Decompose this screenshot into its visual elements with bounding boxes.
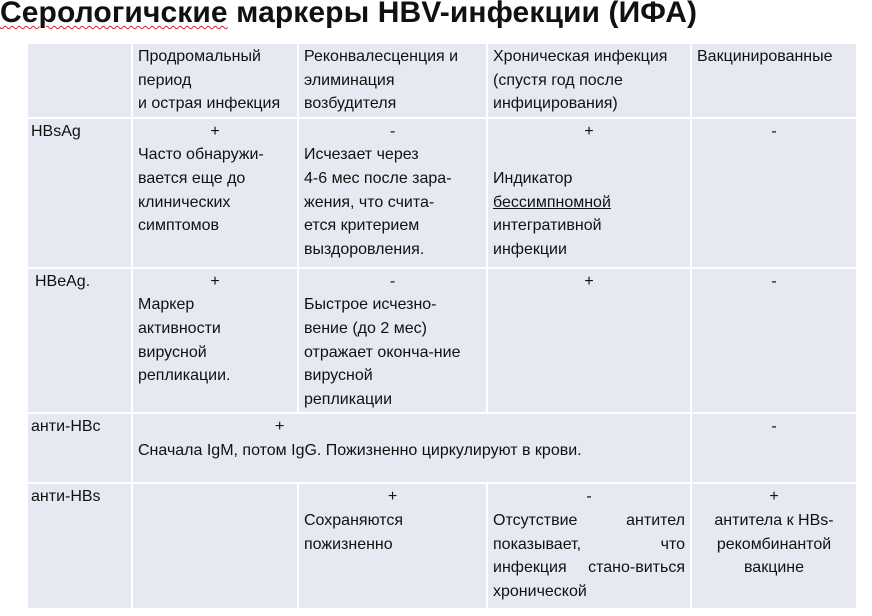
cell-text-line: Сначала IgM, потом IgG. Пожизненно циркулируют в крови.: [138, 441, 582, 459]
sign: -: [771, 122, 777, 140]
table-row-hbsag: [27, 118, 857, 268]
header-text-line: период: [138, 71, 192, 89]
header-text-line: (спустя год после: [493, 71, 623, 89]
header-text-line: Реконвалесценция и: [304, 48, 459, 65]
cell-text-line: вирусной: [138, 343, 207, 361]
sign: +: [210, 272, 220, 290]
cell-text-line: Быстрое исчезно-: [304, 296, 437, 314]
row-label-antihbs: анти-HBs: [27, 483, 132, 609]
cell-text-line: вение (до 2 мес): [304, 319, 427, 337]
cell-antihbs-chronic: [487, 483, 691, 609]
sign: -: [389, 122, 396, 140]
sign: -: [771, 418, 777, 436]
cell-text-paragraph: антитела к HBs-рекомбинантой вакцине: [714, 511, 834, 577]
cell-text-line: симптомов: [138, 217, 220, 235]
cell-text-paragraph: Отсутствие антител показывает, что инфекция стано-виться хронической: [493, 511, 685, 600]
cell-antihbs-vaccinated: [691, 483, 857, 609]
cell-text-line: Сохраняются: [304, 511, 404, 529]
sign: +: [275, 418, 285, 436]
header-empty-cell: [27, 43, 132, 118]
sign: -: [771, 272, 777, 290]
cell-hbsag-reconvalescence: [298, 118, 487, 268]
cell-antihbs-reconvalescence: [298, 483, 487, 609]
header-text-line: Вакцинированные: [697, 48, 833, 65]
sign: -: [389, 272, 396, 290]
sign: +: [769, 488, 779, 506]
cell-text-line: жения, что счита-: [304, 193, 435, 211]
cell-text-line-underlined: бессимпномной: [493, 193, 611, 211]
cell-antihbc-merged: [132, 413, 691, 483]
slide-title: [0, 0, 697, 30]
cell-hbeag-chronic: [487, 268, 691, 414]
header-text-line: возбудителя: [304, 95, 397, 113]
cell-text-line: отражает оконча-ние: [304, 343, 461, 361]
cell-hbeag-vaccinated: [691, 268, 857, 414]
sign: +: [584, 122, 594, 140]
cell-text-line: инфекции: [493, 240, 567, 258]
markers-table: [26, 42, 858, 610]
cell-text-line: Часто обнаружи-: [138, 146, 264, 164]
cell-text-line: репликации: [304, 390, 393, 408]
header-text-line: Продромальный: [138, 48, 261, 65]
sign: +: [387, 488, 398, 506]
cell-hbeag-reconvalescence: [298, 268, 487, 414]
header-text-line: элиминация: [304, 71, 395, 89]
row-label-antihbc: анти-HBc: [27, 413, 132, 483]
cell-text-line: выздоровления.: [304, 240, 425, 258]
cell-antihbc-vaccinated: [691, 413, 857, 483]
cell-text-line: пожизненно: [304, 535, 393, 553]
cell-text-line: ется критерием: [304, 217, 420, 235]
header-cell-reconvalescence: [298, 43, 487, 118]
cell-text-line: клинических: [138, 193, 231, 211]
cell-text-line: Индикатор: [493, 169, 573, 187]
table-row-antihbs: [27, 483, 857, 609]
row-label-hbeag: HBeAg.: [27, 268, 132, 414]
cell-text-line: репликации.: [138, 367, 231, 385]
sign: +: [584, 272, 594, 290]
cell-antihbs-prodromal: [132, 483, 298, 609]
title-misspelled-word: Серологичские: [0, 0, 228, 29]
header-text-line: инфицирования): [493, 95, 618, 113]
header-text-line: Хроническая инфекция: [493, 48, 668, 65]
cell-hbeag-prodromal: [132, 268, 298, 414]
header-cell-prodromal: [132, 43, 298, 118]
cell-text-line: Маркер: [138, 296, 195, 314]
title-rest: маркеры HBV-инфекции (ИФА): [227, 0, 698, 29]
sign: -: [586, 488, 592, 506]
cell-text-line: вается еще до: [138, 169, 246, 187]
cell-text-line: Исчезает через: [304, 146, 419, 164]
table-row-hbeag: [27, 268, 857, 414]
cell-text-line: активности: [138, 319, 221, 337]
cell-hbsag-vaccinated: [691, 118, 857, 268]
sign: +: [210, 122, 220, 140]
cell-hbsag-prodromal: [132, 118, 298, 268]
row-label-hbsag: HBsAg: [27, 118, 132, 268]
cell-text-line: интегративной: [493, 217, 602, 235]
cell-text-line: 4-6 мес после зара-: [304, 169, 452, 187]
table-row-antihbc: [27, 413, 857, 483]
cell-hbsag-chronic: [487, 118, 691, 268]
blank-line: [493, 143, 685, 167]
header-row: [27, 43, 857, 118]
header-text-line: и острая инфекция: [138, 95, 281, 113]
header-cell-chronic: [487, 43, 691, 118]
header-cell-vaccinated: [691, 43, 857, 118]
cell-text-line: вирусной: [304, 367, 373, 385]
